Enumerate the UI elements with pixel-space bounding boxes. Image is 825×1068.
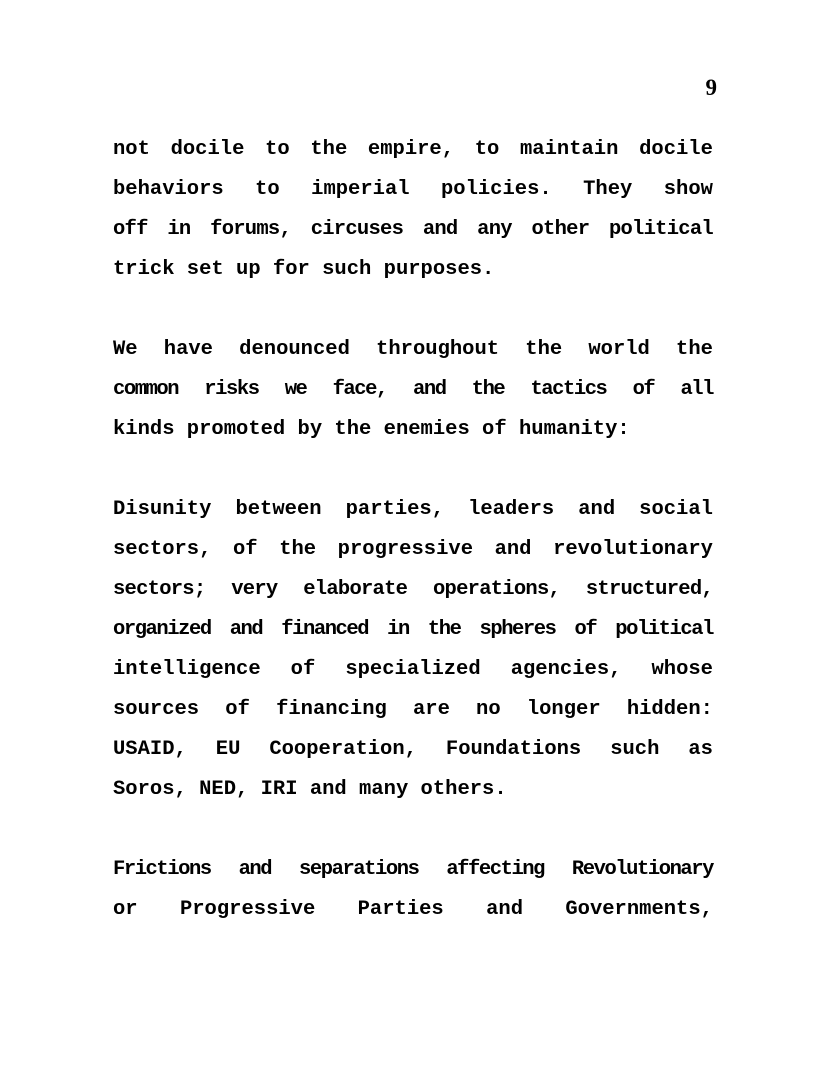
word: off xyxy=(113,218,148,241)
word: common xyxy=(113,378,179,401)
word: and xyxy=(422,218,458,241)
word: organized xyxy=(113,618,211,641)
word: longer xyxy=(526,698,601,721)
word: whose xyxy=(651,658,713,681)
text-line xyxy=(113,730,713,770)
word: all xyxy=(680,378,713,401)
word: Revolutionary xyxy=(571,858,713,881)
paragraph xyxy=(113,330,713,450)
text-line xyxy=(113,130,713,170)
word: affecting xyxy=(446,858,544,881)
word: sources xyxy=(113,698,200,721)
word: to xyxy=(265,138,290,161)
word: no xyxy=(476,698,501,721)
word: we xyxy=(284,378,307,401)
word: intelligence xyxy=(113,658,261,681)
word: Foundations xyxy=(445,738,582,761)
word: They xyxy=(583,178,633,201)
word: and xyxy=(238,858,272,881)
word: financing xyxy=(276,698,387,721)
word: political xyxy=(615,618,713,641)
word: forums, xyxy=(210,218,292,241)
word: EU xyxy=(215,738,241,761)
text-line xyxy=(113,370,713,410)
word: social xyxy=(639,498,713,521)
word: structured, xyxy=(585,578,713,601)
page-number: 9 xyxy=(705,75,717,100)
text-line xyxy=(113,850,713,890)
word: Disunity xyxy=(113,498,212,521)
word: very xyxy=(231,578,278,601)
word: of xyxy=(233,538,258,561)
text-line: kinds promoted by the enemies of humanity: xyxy=(113,418,630,441)
word: policies. xyxy=(440,178,552,201)
word: hidden: xyxy=(626,698,713,721)
word: the xyxy=(676,338,713,361)
word: empire, xyxy=(367,138,455,161)
word: risks xyxy=(204,378,259,401)
text-line: Soros, NED, IRI and many others. xyxy=(113,778,507,801)
word: not xyxy=(113,138,150,161)
word: progressive xyxy=(337,538,473,561)
word: docile xyxy=(639,138,713,161)
word: the xyxy=(310,138,348,161)
text-line xyxy=(113,490,713,530)
word: elaborate xyxy=(303,578,408,601)
word: denounced xyxy=(239,338,350,361)
word: in xyxy=(387,618,409,641)
word: between xyxy=(235,498,322,521)
word: We xyxy=(113,338,138,361)
word: revolutionary xyxy=(553,538,713,561)
text-line xyxy=(113,530,713,570)
word: and xyxy=(578,498,616,521)
word: world xyxy=(588,338,650,361)
word: face, xyxy=(332,378,387,401)
paragraph xyxy=(113,850,713,930)
text-line xyxy=(113,610,713,650)
word: sectors; xyxy=(113,578,206,601)
word: in xyxy=(167,218,191,241)
word: other xyxy=(531,218,590,241)
word: agencies, xyxy=(510,658,622,681)
word: throughout xyxy=(376,338,500,361)
word: Parties xyxy=(357,898,444,921)
word: or xyxy=(113,898,138,921)
word: the xyxy=(525,338,563,361)
word: separations xyxy=(299,858,419,881)
paragraph xyxy=(113,130,713,290)
word: specialized xyxy=(345,658,481,681)
word: the xyxy=(471,378,505,401)
word: of xyxy=(290,658,316,681)
word: as xyxy=(688,738,713,761)
word: the xyxy=(427,618,461,641)
word: parties, xyxy=(345,498,445,521)
word: Progressive xyxy=(179,898,316,921)
word: Cooperation, xyxy=(269,738,417,761)
text-line xyxy=(113,170,713,210)
word: of xyxy=(632,378,655,401)
word: USAID, xyxy=(113,738,187,761)
word: financed xyxy=(281,618,369,641)
word: imperial xyxy=(311,178,410,201)
word: the xyxy=(279,538,317,561)
word: tactics xyxy=(530,378,607,401)
word: of xyxy=(574,618,597,641)
word: of xyxy=(225,698,250,721)
word: spheres xyxy=(479,618,556,641)
word: docile xyxy=(170,138,245,161)
word: operations, xyxy=(433,578,561,601)
word: sectors, xyxy=(113,538,212,561)
document-body xyxy=(113,130,713,930)
word: have xyxy=(163,338,213,361)
text-line xyxy=(113,210,713,250)
word: and xyxy=(229,618,263,641)
text-line xyxy=(113,650,713,690)
word: to xyxy=(255,178,280,201)
text-line xyxy=(113,690,713,730)
word: leaders xyxy=(468,498,555,521)
word: behaviors xyxy=(113,178,224,201)
text-line xyxy=(113,570,713,610)
word: and xyxy=(494,538,532,561)
text-line xyxy=(113,330,713,370)
paragraph xyxy=(113,490,713,810)
word: Governments, xyxy=(565,898,713,921)
word: circuses xyxy=(310,218,404,241)
word: political xyxy=(608,218,713,241)
word: such xyxy=(610,738,660,761)
word: maintain xyxy=(520,138,619,161)
text-line: trick set up for such purposes. xyxy=(113,258,495,281)
text-line xyxy=(113,890,713,930)
word: show xyxy=(663,178,713,201)
word: and xyxy=(413,378,446,401)
word: any xyxy=(477,218,512,241)
word: are xyxy=(412,698,450,721)
word: and xyxy=(486,898,523,921)
word: to xyxy=(474,138,500,161)
word: Frictions xyxy=(113,858,211,881)
